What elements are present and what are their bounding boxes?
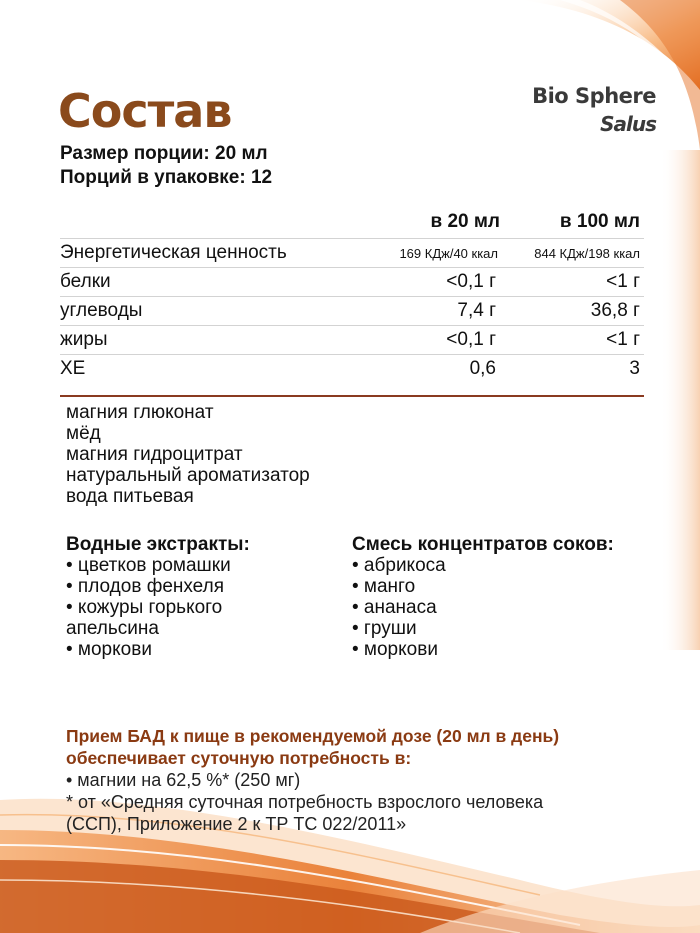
list-item: • манго bbox=[352, 576, 416, 597]
value-20ml: 169 КДж/40 ккал bbox=[399, 245, 498, 261]
salus-logo: Salus bbox=[600, 112, 656, 136]
table-divider bbox=[60, 395, 644, 397]
value-100ml: <1 г bbox=[606, 329, 640, 350]
column-100ml: в 100 мл bbox=[559, 211, 640, 232]
servings-per-pack: Порций в упаковке: 12 bbox=[60, 167, 273, 188]
list-item: • цветков ромашки bbox=[66, 555, 231, 576]
brand-logo bbox=[532, 84, 656, 136]
value-20ml: 0,6 bbox=[469, 358, 496, 379]
nutrition-header bbox=[60, 206, 644, 238]
table-row bbox=[60, 325, 644, 354]
table-row bbox=[60, 354, 644, 383]
notice-line-2: обеспечивает суточную потребность в: bbox=[66, 748, 412, 768]
list-item: магния глюконат bbox=[66, 402, 214, 423]
list-item: • моркови bbox=[66, 639, 152, 660]
nutrient-name: жиры bbox=[60, 329, 108, 350]
juices-title: Смесь концентратов соков: bbox=[352, 534, 614, 555]
brand-name: Bio Sphere bbox=[532, 84, 656, 108]
list-item: натуральный ароматизатор bbox=[66, 465, 310, 486]
footnote-line-1: * от «Средняя суточная потребность взрослого человека bbox=[66, 792, 544, 812]
nutrient-name: углеводы bbox=[60, 300, 143, 321]
serving-size: Размер порции: 20 мл bbox=[60, 143, 268, 164]
value-100ml: 3 bbox=[629, 358, 640, 379]
nutrient-name: белки bbox=[60, 271, 111, 292]
footnote-line-2: (ССП), Приложение 2 к ТР ТС 022/2011» bbox=[66, 814, 407, 834]
ingredients-list bbox=[66, 402, 310, 507]
nutrient-name: ХЕ bbox=[60, 358, 86, 379]
dosage-notice bbox=[66, 725, 666, 835]
value-20ml: <0,1 г bbox=[446, 271, 496, 292]
list-item: мёд bbox=[66, 423, 101, 444]
list-item: • моркови bbox=[352, 639, 438, 660]
juice-concentrates bbox=[352, 534, 652, 660]
page-title: Состав bbox=[58, 84, 232, 138]
nutrition-table bbox=[60, 206, 644, 397]
serving-info bbox=[60, 142, 272, 190]
list-item: • кожуры горького bbox=[66, 597, 223, 618]
water-extracts bbox=[66, 534, 326, 660]
extracts-title: Водные экстракты: bbox=[66, 534, 250, 555]
table-row bbox=[60, 238, 644, 267]
value-100ml: 36,8 г bbox=[590, 300, 640, 321]
column-20ml: в 20 мл bbox=[430, 211, 500, 232]
list-item: • абрикоса bbox=[352, 555, 446, 576]
list-item: вода питьевая bbox=[66, 486, 194, 507]
notice-line-1: Прием БАД к пище в рекомендуемой дозе (20 мл в день) bbox=[66, 726, 560, 746]
nutrient-name: Энергетическая ценность bbox=[60, 242, 287, 263]
list-item: • ананаса bbox=[352, 597, 437, 618]
value-100ml: <1 г bbox=[606, 271, 640, 292]
list-item: апельсина bbox=[66, 618, 159, 639]
value-100ml: 844 КДж/198 ккал bbox=[534, 245, 640, 261]
table-row bbox=[60, 267, 644, 296]
list-item: • плодов фенхеля bbox=[66, 576, 224, 597]
table-row bbox=[60, 296, 644, 325]
list-item: • груши bbox=[352, 618, 417, 639]
value-20ml: <0,1 г bbox=[446, 329, 496, 350]
list-item: магния гидроцитрат bbox=[66, 444, 243, 465]
notice-item: • магнии на 62,5 %* (250 мг) bbox=[66, 770, 301, 790]
value-20ml: 7,4 г bbox=[457, 300, 496, 321]
